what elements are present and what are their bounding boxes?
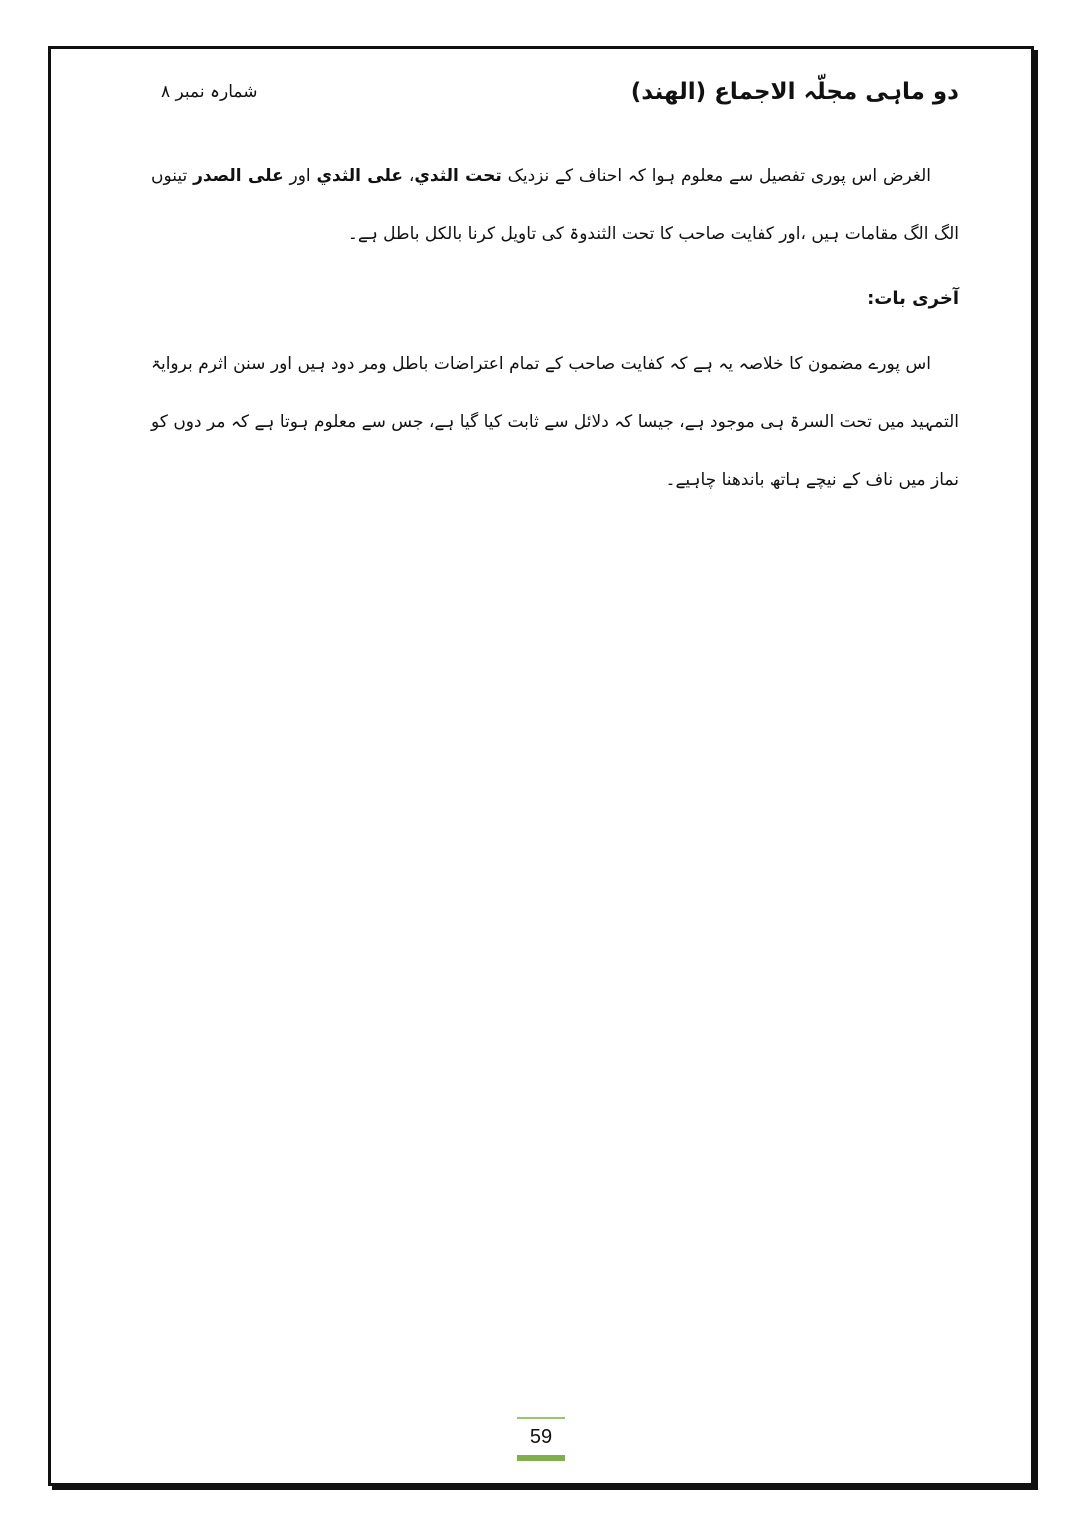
journal-title: دو ماہی مجلّہ الاجماع (الھند) xyxy=(630,79,959,105)
para1-bold-term-1: تحت الثدي xyxy=(414,166,502,186)
page-number-box xyxy=(517,1417,565,1461)
page-frame xyxy=(48,46,1034,1486)
para1-text-4: تینوں الگ الگ مقامات ہیں ،اور کفایت صاحب کا تحت الثندوۃ کی تاویل کرنا بالکل باطل ہے۔ xyxy=(151,166,959,244)
para1-text-3: اور xyxy=(283,166,317,186)
page-number-top-line xyxy=(517,1417,565,1419)
para1-bold-term-3: علی الصدر xyxy=(193,166,284,186)
page-number-bottom-bar xyxy=(517,1455,565,1461)
page-number: 59 xyxy=(529,1426,553,1448)
issue-number: شمارہ نمبر ۸ xyxy=(161,82,258,102)
page-header xyxy=(161,77,959,117)
paragraph-conclusion-summary xyxy=(151,147,959,263)
para1-text-2: ، xyxy=(403,166,415,186)
para1-bold-term-2: علی الثدي xyxy=(316,166,404,186)
section-heading-final-word: آخری بات: xyxy=(867,288,959,309)
page-content xyxy=(151,147,959,509)
paragraph-final-word: اس پورے مضمون کا خلاصہ یہ ہے کہ کفایت صاحب کے تمام اعتراضات باطل ومر دود ہیں اور سنن اثرم بروایۃ التمہید میں تحت السرۃ ہی موجود ہے، جیسا کہ دلائل سے ثابت کیا گیا ہے، جس سے معلوم ہوتا ہے کہ مر دوں کو نماز میں ناف کے نیچے ہاتھ باندھنا چاہیے۔ xyxy=(151,354,959,490)
para1-text-1: الغرض اس پوری تفصیل سے معلوم ہوا کہ احناف کے نزدیک xyxy=(501,166,931,186)
